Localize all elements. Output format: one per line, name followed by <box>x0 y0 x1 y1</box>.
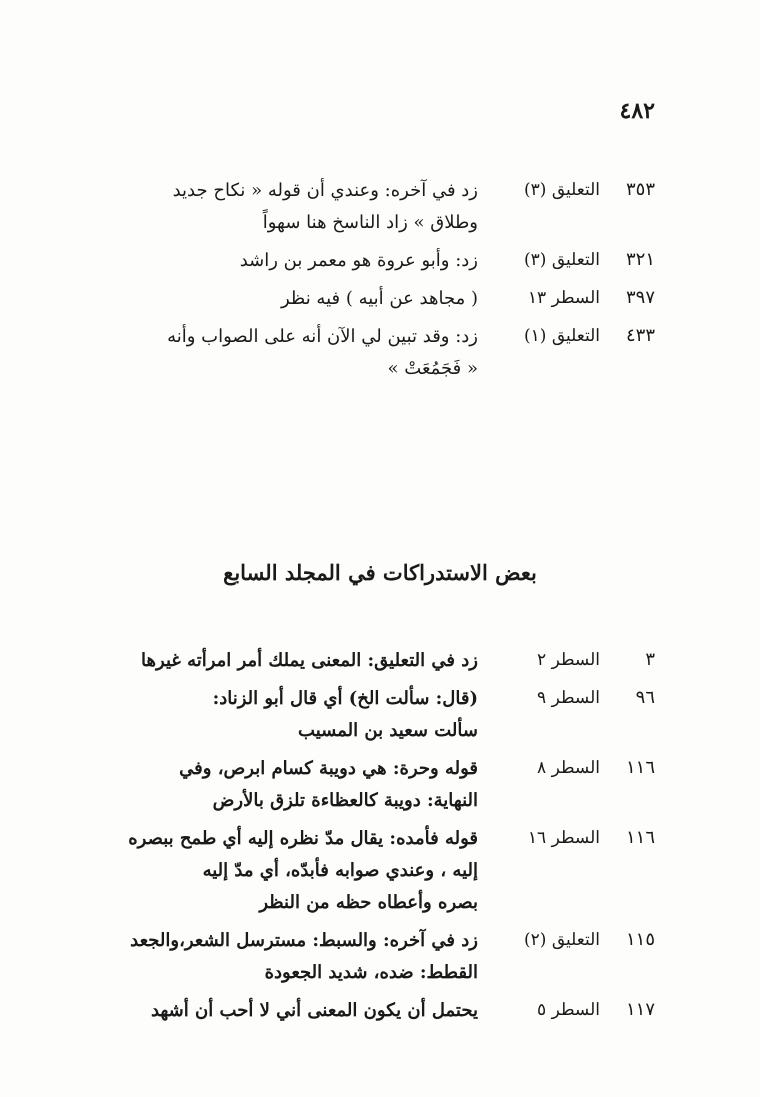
entry-location: السطر ٥ <box>537 1000 600 1020</box>
entry-text-line: القطط: ضده، شديد الجعودة <box>264 962 478 983</box>
entry-text-line: زد في آخره: وعندي أن قوله « نكاح جديد <box>172 180 478 201</box>
entry-text <box>95 925 490 989</box>
entry <box>95 925 655 989</box>
entry <box>95 823 655 919</box>
entry <box>95 245 655 277</box>
corrections-list-second <box>95 645 655 1033</box>
page-number: ٤٨٢ <box>619 98 655 124</box>
entry <box>95 995 655 1027</box>
entry-text-line: النهاية: دويبة كالعظاءة تلزق بالأرض <box>212 790 478 811</box>
entry-text <box>95 823 490 919</box>
entry <box>95 175 655 239</box>
entry-text <box>95 753 490 817</box>
entry-text <box>95 645 490 677</box>
entry-page-ref: ٩٦ <box>635 687 655 708</box>
entry-location: التعليق (١) <box>524 326 600 346</box>
entry-page-ref: ٣٢١ <box>625 249 655 270</box>
entry-page-ref: ٣ <box>645 649 655 670</box>
entry-text-line: زد في آخره: والسبط: مسترسل الشعر،والجعد <box>130 930 478 951</box>
entry-text-line: بصره وأعطاه حظه من النظر <box>259 892 478 913</box>
entry-text-line: إليه ، وعندي صوابه فأبدّه، أي مدّ إليه <box>202 860 478 881</box>
entry-page-ref: ٣٥٣ <box>625 179 655 200</box>
entry <box>95 683 655 747</box>
entry-text-line: زد: وقد تبين لي الآن أنه على الصواب وأنه <box>167 326 478 347</box>
entry-location: السطر ١٦ <box>527 828 600 848</box>
entry-page-ref: ١١٧ <box>625 999 655 1020</box>
entry-text-line: زد: وأبو عروة هو معمر بن راشد <box>239 250 478 271</box>
entry-text <box>95 245 490 277</box>
entry-text-line: يحتمل أن يكون المعنى أني لا أحب أن أشهد <box>150 1000 478 1021</box>
entry-location: السطر ٩ <box>537 688 600 708</box>
entry-text <box>95 995 490 1027</box>
entry <box>95 645 655 677</box>
entry-text-line: وطلاق » زاد الناسخ هنا سهواً <box>262 212 478 233</box>
entry-location: السطر ١٣ <box>527 288 600 308</box>
entry-text-line: سألت سعيد بن المسيب <box>298 720 478 741</box>
entry-text-line: قوله وحرة: هي دويبة كسام ابرص، وفي <box>179 758 478 779</box>
entry-page-ref: ١١٥ <box>625 929 655 950</box>
entry <box>95 753 655 817</box>
entry-text-line: زد في التعليق: المعنى يملك أمر امرأته غيرها <box>141 650 478 671</box>
entry-page-ref: ٤٣٣ <box>625 325 655 346</box>
entry-location: السطر ٢ <box>537 650 600 670</box>
entry-location: التعليق (٣) <box>524 250 600 270</box>
entry-text-line: ( مجاهد عن أبيه ) فيه نظر <box>281 288 478 309</box>
entry-text <box>95 321 490 385</box>
entry-text <box>95 683 490 747</box>
entry-location: التعليق (٢) <box>524 930 600 950</box>
entry-page-ref: ١١٦ <box>625 827 655 848</box>
entry-text <box>95 175 490 239</box>
entry <box>95 321 655 385</box>
corrections-list-first <box>95 175 655 391</box>
entry-location: التعليق (٣) <box>524 180 600 200</box>
entry-page-ref: ٣٩٧ <box>625 287 655 308</box>
entry-text-line: (قال: سألت الخ) أي قال أبو الزناد: <box>212 688 478 709</box>
entry-text <box>95 283 490 315</box>
entry <box>95 283 655 315</box>
entry-page-ref: ١١٦ <box>625 757 655 778</box>
entry-text-line: « فَجَمُعَتْ » <box>387 358 478 379</box>
entry-text-line: قوله فأمده: يقال مدّ نظره إليه أي طمح ببصره <box>128 828 478 849</box>
section-title: بعض الاستدراكات في المجلد السابع <box>223 560 537 585</box>
entry-location: السطر ٨ <box>537 758 600 778</box>
